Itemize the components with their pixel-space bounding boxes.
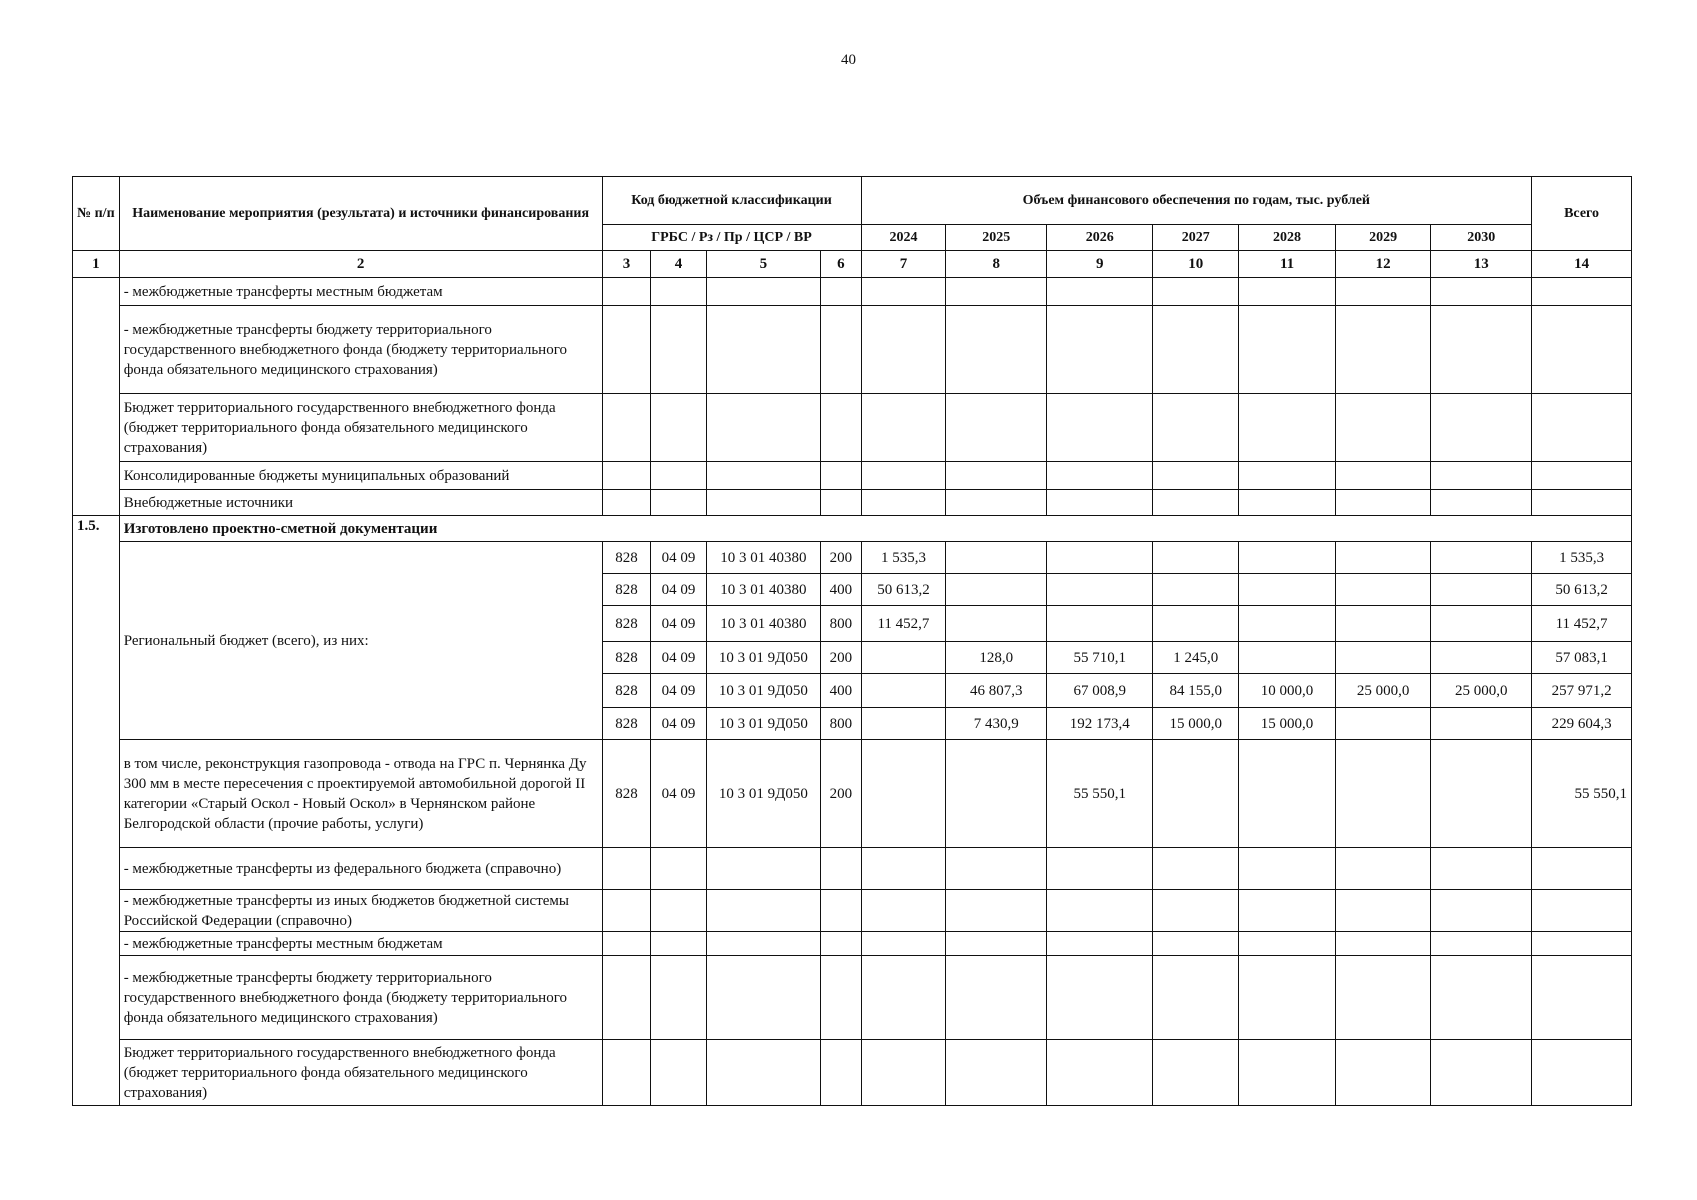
value-2026 [1047,606,1153,642]
value-2026: 55 710,1 [1047,642,1153,674]
value-2029 [1335,642,1431,674]
table-row [73,542,1632,574]
grbs-cell: 828 [602,574,651,606]
value-2025 [946,542,1047,574]
column-number-row [73,251,1632,278]
row-number-cell [73,278,120,516]
grbs-cell: 828 [602,606,651,642]
value-2025: 128,0 [946,642,1047,674]
column-number: 2 [119,251,602,278]
value-2025 [946,606,1047,642]
grbs-cell: 828 [602,740,651,848]
column-number: 11 [1239,251,1336,278]
year-header: 2024 [861,225,946,251]
year-header: 2028 [1239,225,1336,251]
incl-row-label: в том числе, реконструкция газопровода - отвода на ГРС п. Чернянка Ду 300 мм в месте пересечения с проектируемой автомобильной дорогой II категории «Старый Оскол - Новый Оскол» в Чернянском районе Белгородской области (прочие работы, услуги) [119,740,602,848]
value-2026 [1047,574,1153,606]
table-row [73,490,1632,516]
value-2029 [1335,606,1431,642]
col-funding-header: Объем финансового обеспечения по годам, тыс. рублей [861,177,1532,225]
column-number: 10 [1153,251,1239,278]
vr-cell: 200 [821,642,861,674]
total-cell: 57 083,1 [1532,642,1632,674]
year-header: 2030 [1431,225,1532,251]
value-2027 [1153,606,1239,642]
col-total-header: Всего [1532,177,1632,251]
value-2027: 84 155,0 [1153,674,1239,708]
value-2030: 25 000,0 [1431,674,1532,708]
vr-cell: 400 [821,574,861,606]
table-row [73,278,1632,306]
value-2025: 7 430,9 [946,708,1047,740]
row-label: Бюджет территориального государственного внебюджетного фонда (бюджет территориального фонда обязательного медицинского страхования) [119,1040,602,1106]
col-code-header: Код бюджетной классификации [602,177,861,225]
grbs-cell: 828 [602,542,651,574]
section-title: Изготовлено проектно-сметной документации [119,516,1631,542]
value-2024 [861,642,946,674]
row-label: Внебюджетные источники [119,490,602,516]
csr-cell: 10 3 01 9Д050 [706,708,821,740]
column-number: 7 [861,251,946,278]
table-row [73,306,1632,394]
table-row [73,848,1632,890]
value-2028: 10 000,0 [1239,674,1336,708]
row-label: Консолидированные бюджеты муниципальных образований [119,462,602,490]
year-header: 2029 [1335,225,1431,251]
year-header: 2025 [946,225,1047,251]
total-cell: 229 604,3 [1532,708,1632,740]
rz-pr-cell: 04 09 [651,642,706,674]
csr-cell: 10 3 01 9Д050 [706,642,821,674]
table-header [73,177,1632,278]
value-2029 [1335,574,1431,606]
row-label: Бюджет территориального государственного внебюджетного фонда (бюджет территориального фонда обязательного медицинского страхования) [119,394,602,462]
value-2026 [1047,542,1153,574]
value-2028 [1239,606,1336,642]
funding-table-container [72,176,1632,1106]
value-2026: 192 173,4 [1047,708,1153,740]
value-2026: 55 550,1 [1047,740,1153,848]
table-row [73,932,1632,956]
value-2030 [1431,574,1532,606]
value-2026: 67 008,9 [1047,674,1153,708]
value-2024 [861,708,946,740]
value-2029 [1335,708,1431,740]
page-number: 40 [841,52,856,68]
table-row [73,462,1632,490]
table-row [73,740,1632,848]
grbs-cell: 828 [602,642,651,674]
column-number: 1 [73,251,120,278]
rz-pr-cell: 04 09 [651,542,706,574]
value-2028 [1239,642,1336,674]
value-2027: 1 245,0 [1153,642,1239,674]
rz-pr-cell: 04 09 [651,708,706,740]
row-label: - межбюджетные трансферты бюджету территориального государственного внебюджетного фонда (бюджету территориального фонда обязательного медицинского страхования) [119,956,602,1040]
value-2025 [946,574,1047,606]
col-name-header: Наименование мероприятия (результата) и источники финансирования [119,177,602,251]
csr-cell: 10 3 01 40380 [706,606,821,642]
table-row [73,956,1632,1040]
row-label: - межбюджетные трансферты местным бюджетам [119,932,602,956]
value-2030 [1431,606,1532,642]
value-2027: 15 000,0 [1153,708,1239,740]
rz-pr-cell: 04 09 [651,674,706,708]
section-number: 1.5. [73,516,120,1106]
grbs-cell: 828 [602,708,651,740]
value-2028 [1239,542,1336,574]
value-2030 [1431,542,1532,574]
column-number: 4 [651,251,706,278]
row-label: - межбюджетные трансферты бюджету территориального государственного внебюджетного фонда (бюджету территориального фонда обязательного медицинского страхования) [119,306,602,394]
column-number: 13 [1431,251,1532,278]
section-header-row [73,516,1632,542]
total-cell: 257 971,2 [1532,674,1632,708]
value-2024: 50 613,2 [861,574,946,606]
total-cell: 50 613,2 [1532,574,1632,606]
vr-cell: 200 [821,542,861,574]
column-number: 12 [1335,251,1431,278]
column-number: 8 [946,251,1047,278]
year-header: 2026 [1047,225,1153,251]
row-label: - межбюджетные трансферты из иных бюджетов бюджетной системы Российской Федерации (справочно) [119,890,602,932]
funding-table [72,176,1632,1106]
value-2028 [1239,574,1336,606]
value-2025: 46 807,3 [946,674,1047,708]
value-2027 [1153,574,1239,606]
row-label: - межбюджетные трансферты местным бюджетам [119,278,602,306]
col-no-header: № п/п [73,177,120,251]
year-header: 2027 [1153,225,1239,251]
table-row [73,394,1632,462]
vr-cell: 400 [821,674,861,708]
value-2024 [861,674,946,708]
vr-cell: 800 [821,708,861,740]
value-2029 [1335,542,1431,574]
value-2029: 25 000,0 [1335,674,1431,708]
total-cell: 55 550,1 [1532,740,1632,848]
csr-cell: 10 3 01 9Д050 [706,740,821,848]
rz-pr-cell: 04 09 [651,574,706,606]
row-label: - межбюджетные трансферты из федерального бюджета (справочно) [119,848,602,890]
rz-pr-cell: 04 09 [651,606,706,642]
total-cell: 11 452,7 [1532,606,1632,642]
table-row [73,1040,1632,1106]
csr-cell: 10 3 01 9Д050 [706,674,821,708]
table-body [73,278,1632,1106]
csr-cell: 10 3 01 40380 [706,542,821,574]
total-cell: 1 535,3 [1532,542,1632,574]
column-number: 14 [1532,251,1632,278]
rz-pr-cell: 04 09 [651,740,706,848]
grbs-cell: 828 [602,674,651,708]
value-2030 [1431,642,1532,674]
col-code-subheader: ГРБС / Рз / Пр / ЦСР / ВР [602,225,861,251]
csr-cell: 10 3 01 40380 [706,574,821,606]
value-2024: 11 452,7 [861,606,946,642]
vr-cell: 800 [821,606,861,642]
value-2030 [1431,708,1532,740]
table-row [73,890,1632,932]
vr-cell: 200 [821,740,861,848]
column-number: 6 [821,251,861,278]
value-2024: 1 535,3 [861,542,946,574]
value-2028: 15 000,0 [1239,708,1336,740]
column-number: 5 [706,251,821,278]
value-2027 [1153,542,1239,574]
regional-budget-label: Региональный бюджет (всего), из них: [119,542,602,740]
column-number: 3 [602,251,651,278]
column-number: 9 [1047,251,1153,278]
